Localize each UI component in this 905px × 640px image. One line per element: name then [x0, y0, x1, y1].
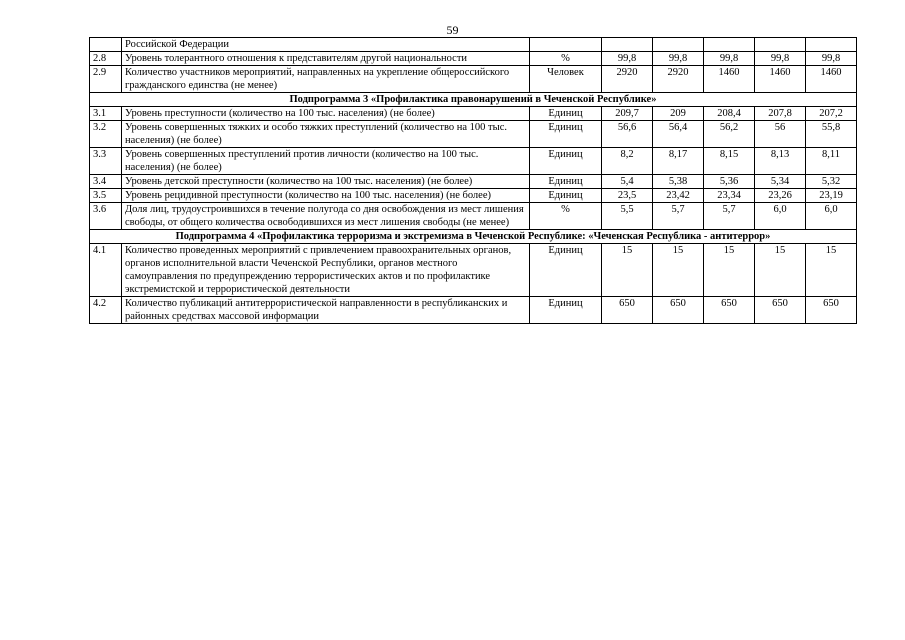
row-number: 4.2 — [90, 297, 122, 324]
value-cell: 1460 — [755, 66, 806, 93]
section-title: Подпрограмма 4 «Профилактика терроризма и экстремизма в Чеченской Республике: «Чеченская Республика - антитеррор» — [90, 230, 857, 244]
value-cell — [755, 38, 806, 52]
value-cell: 55,8 — [806, 121, 857, 148]
value-cell: 5,7 — [653, 203, 704, 230]
value-cell: 99,8 — [653, 52, 704, 66]
value-cell: 207,8 — [755, 107, 806, 121]
value-cell: 209 — [653, 107, 704, 121]
unit-cell: Единиц — [530, 297, 602, 324]
row-number: 3.1 — [90, 107, 122, 121]
value-cell: 5,5 — [602, 203, 653, 230]
unit-cell: % — [530, 52, 602, 66]
indicators-table-body — [90, 38, 857, 324]
unit-cell: % — [530, 203, 602, 230]
value-cell: 99,8 — [806, 52, 857, 66]
table-row — [90, 52, 857, 66]
value-cell: 56 — [755, 121, 806, 148]
row-number: 3.2 — [90, 121, 122, 148]
value-cell: 56,6 — [602, 121, 653, 148]
value-cell: 650 — [704, 297, 755, 324]
value-cell: 8,2 — [602, 148, 653, 175]
value-cell: 99,8 — [755, 52, 806, 66]
value-cell: 208,4 — [704, 107, 755, 121]
value-cell: 8,11 — [806, 148, 857, 175]
table-row — [90, 189, 857, 203]
indicator-name: Уровень преступности (количество на 100 тыс. населения) (не более) — [122, 107, 530, 121]
unit-cell — [530, 38, 602, 52]
value-cell: 23,26 — [755, 189, 806, 203]
value-cell: 8,17 — [653, 148, 704, 175]
value-cell — [602, 38, 653, 52]
value-cell: 15 — [704, 244, 755, 297]
value-cell: 5,36 — [704, 175, 755, 189]
value-cell: 5,34 — [755, 175, 806, 189]
value-cell — [806, 38, 857, 52]
unit-cell: Единиц — [530, 189, 602, 203]
value-cell: 6,0 — [806, 203, 857, 230]
section-header-row — [90, 93, 857, 107]
value-cell: 207,2 — [806, 107, 857, 121]
section-header-row — [90, 230, 857, 244]
value-cell: 5,4 — [602, 175, 653, 189]
value-cell: 5,32 — [806, 175, 857, 189]
value-cell: 209,7 — [602, 107, 653, 121]
value-cell: 15 — [806, 244, 857, 297]
value-cell: 650 — [602, 297, 653, 324]
value-cell: 99,8 — [704, 52, 755, 66]
row-number: 2.8 — [90, 52, 122, 66]
value-cell: 8,15 — [704, 148, 755, 175]
unit-cell: Единиц — [530, 244, 602, 297]
page-number: 59 — [446, 23, 459, 37]
indicator-name: Уровень детской преступности (количество на 100 тыс. населения) (не более) — [122, 175, 530, 189]
section-title: Подпрограмма 3 «Профилактика правонарушений в Чеченской Республике» — [90, 93, 857, 107]
row-number: 3.5 — [90, 189, 122, 203]
table-row — [90, 121, 857, 148]
indicator-name: Количество публикаций антитеррористической направленности в республиканских и районных средствах массовой информации — [122, 297, 530, 324]
value-cell: 1460 — [806, 66, 857, 93]
indicators-table — [89, 37, 857, 324]
value-cell: 23,5 — [602, 189, 653, 203]
table-row — [90, 244, 857, 297]
indicator-name: Уровень толерантного отношения к представителям другой национальности — [122, 52, 530, 66]
value-cell: 56,2 — [704, 121, 755, 148]
value-cell: 8,13 — [755, 148, 806, 175]
indicator-name: Доля лиц, трудоустроившихся в течение полугода со дня освобождения из мест лишения свободы, от общего количества освободившихся из мест лишения свободы (не менее) — [122, 203, 530, 230]
table-row — [90, 38, 857, 52]
table-row — [90, 297, 857, 324]
value-cell — [704, 38, 755, 52]
unit-cell: Человек — [530, 66, 602, 93]
indicator-name: Уровень совершенных преступлений против личности (количество на 100 тыс. населения) (не более) — [122, 148, 530, 175]
indicator-name: Уровень совершенных тяжких и особо тяжких преступлений (количество на 100 тыс. населения) (не более) — [122, 121, 530, 148]
value-cell: 15 — [602, 244, 653, 297]
value-cell: 5,38 — [653, 175, 704, 189]
value-cell: 2920 — [653, 66, 704, 93]
value-cell: 15 — [653, 244, 704, 297]
value-cell: 650 — [653, 297, 704, 324]
unit-cell: Единиц — [530, 148, 602, 175]
value-cell: 56,4 — [653, 121, 704, 148]
row-number: 3.4 — [90, 175, 122, 189]
table-row — [90, 66, 857, 93]
value-cell: 2920 — [602, 66, 653, 93]
value-cell: 99,8 — [602, 52, 653, 66]
indicator-name: Количество участников мероприятий, направленных на укрепление общероссийского гражданского единства (не менее) — [122, 66, 530, 93]
indicator-name: Российской Федерации — [122, 38, 530, 52]
value-cell: 1460 — [704, 66, 755, 93]
unit-cell: Единиц — [530, 107, 602, 121]
value-cell: 23,19 — [806, 189, 857, 203]
row-number: 4.1 — [90, 244, 122, 297]
indicator-name: Уровень рецидивной преступности (количество на 100 тыс. населения) (не более) — [122, 189, 530, 203]
value-cell: 650 — [806, 297, 857, 324]
row-number: 3.6 — [90, 203, 122, 230]
table-row — [90, 107, 857, 121]
table-row — [90, 203, 857, 230]
value-cell: 650 — [755, 297, 806, 324]
value-cell — [653, 38, 704, 52]
table-row — [90, 148, 857, 175]
row-number: 3.3 — [90, 148, 122, 175]
value-cell: 5,7 — [704, 203, 755, 230]
value-cell: 23,42 — [653, 189, 704, 203]
value-cell: 23,34 — [704, 189, 755, 203]
value-cell: 15 — [755, 244, 806, 297]
unit-cell: Единиц — [530, 121, 602, 148]
table-row — [90, 175, 857, 189]
row-number — [90, 38, 122, 52]
unit-cell: Единиц — [530, 175, 602, 189]
indicator-name: Количество проведенных мероприятий с привлечением правоохранительных органов, органов исполнительной власти Чеченской Республики, органов местного самоуправления по предупреждению террористических актов и по профилактике экстремистской и террористической деятельности — [122, 244, 530, 297]
row-number: 2.9 — [90, 66, 122, 93]
value-cell: 6,0 — [755, 203, 806, 230]
